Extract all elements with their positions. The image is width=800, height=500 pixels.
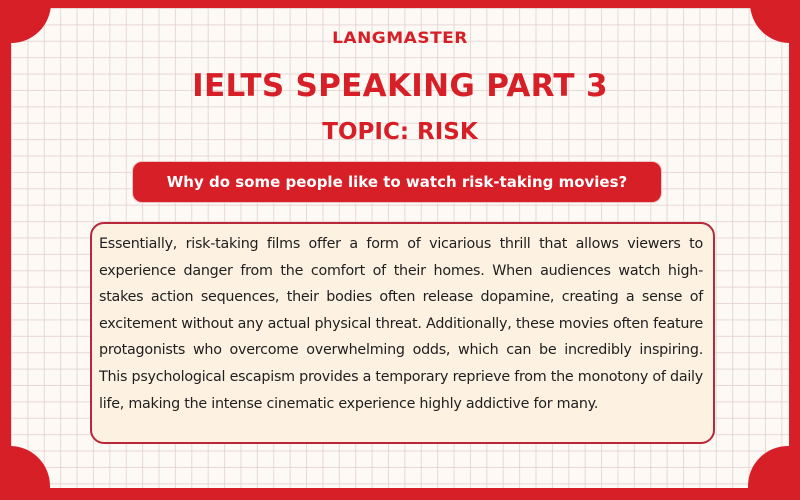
answer-text: Essentially, risk-taking films offer a form of vicarious thrill that allows viewers to experience danger from the comfort of their homes. When audiences watch high-stakes action sequences, their bodies often release dopamine, creating a sense of excitement without any actual physical threat. Additionally, these movies often feature protagonists who overcome overwhelming odds, which can be incredibly inspiring. This psychological escapism provides a temporary reprieve from the monotony of daily life, making the intense cinematic experience highly addictive for many.	[99, 236, 703, 412]
answer-box	[90, 222, 715, 444]
question-banner	[133, 162, 661, 202]
page-title: IELTS SPEAKING PART 3	[192, 68, 608, 104]
corner-decoration-bottom-right	[748, 446, 789, 488]
brand-logo: LANGMASTER	[332, 28, 468, 48]
grid-paper-background	[11, 8, 789, 488]
question-text: Why do some people like to watch risk-taking movies?	[166, 173, 628, 191]
corner-decoration-bottom-left	[11, 446, 50, 488]
topic-heading: TOPIC: RISK	[322, 119, 478, 145]
